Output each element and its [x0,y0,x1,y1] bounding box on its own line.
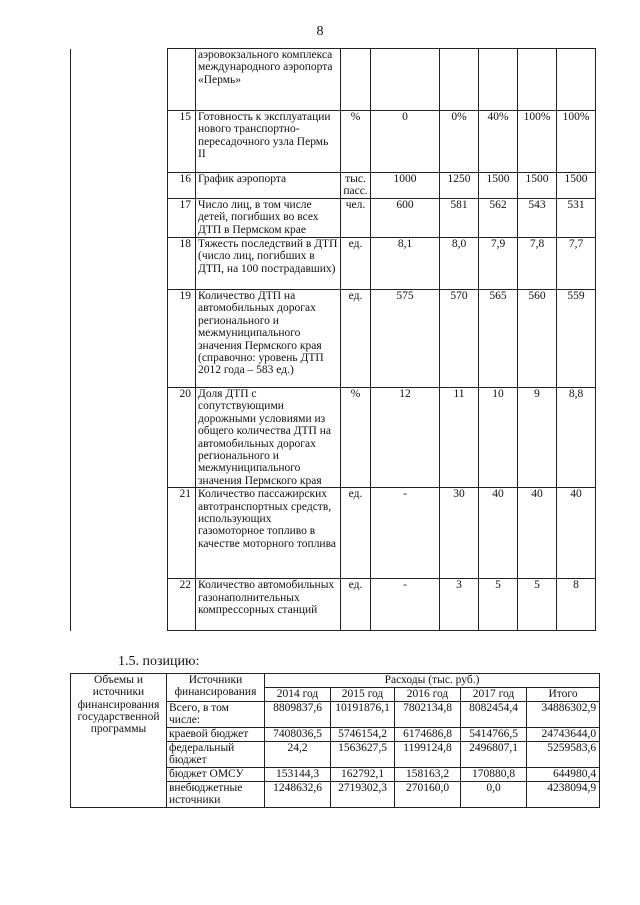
indicator-value [371,49,440,111]
indicator-value: 1500 [479,173,518,199]
indicator-value: 40 [479,488,518,579]
indicator-value: - [371,579,440,631]
finance-total: 5259583,6 [527,742,600,768]
indicator-value: 562 [479,199,518,238]
indicator-row [71,173,596,199]
indicator-value: 8,0 [440,238,479,290]
indicator-number: 22 [168,579,196,631]
indicator-blank-cell [71,111,168,173]
indicator-value: 531 [557,199,596,238]
indicator-unit: % [341,388,371,488]
indicator-value: 0% [440,111,479,173]
finance-value: 158163,2 [395,768,461,782]
indicator-unit: ед. [341,579,371,631]
indicator-value: 581 [440,199,479,238]
finance-value: 162792,1 [331,768,395,782]
indicator-value: 560 [518,290,557,388]
indicator-row [71,199,596,238]
indicator-value: 8 [557,579,596,631]
indicator-blank-cell [71,388,168,488]
indicator-value: 100% [518,111,557,173]
indicator-number: 16 [168,173,196,199]
finance-value: 2719302,3 [331,782,395,808]
indicator-row [71,579,596,631]
indicator-name: Количество автомобильных газонаполнительных компрессорных станций [196,579,341,631]
finance-expenses-header: Расходы (тыс. руб.) [265,674,600,688]
indicator-value: 3 [440,579,479,631]
indicator-value [479,49,518,111]
finance-value: 6174686,8 [395,728,461,742]
finance-value: 153144,3 [265,768,331,782]
finance-value: 10191876,1 [331,702,395,728]
finance-source: краевой бюджет [167,728,265,742]
finance-year-header: 2016 год [395,688,461,702]
finance-value: 170880,8 [461,768,527,782]
indicator-value: 575 [371,290,440,388]
indicator-unit: тыс. пасс. [341,173,371,199]
finance-year-header: 2014 год [265,688,331,702]
indicator-value: 40% [479,111,518,173]
indicator-unit [341,49,371,111]
indicator-name: Количество ДТП на автомобильных дорогах регионального и межмуниципального значения Пермского края (справочно: уровень ДТП 2012 года – 583 ед.) [196,290,341,388]
indicator-unit: % [341,111,371,173]
finance-value: 7802134,8 [395,702,461,728]
indicator-value [518,49,557,111]
finance-total: 24743644,0 [527,728,600,742]
finance-value: 8809837,6 [265,702,331,728]
indicator-number: 19 [168,290,196,388]
finance-value: 0,0 [461,782,527,808]
finance-value: 5414766,5 [461,728,527,742]
finance-source: внебюджетные источники [167,782,265,808]
indicator-value: 100% [557,111,596,173]
indicator-number: 15 [168,111,196,173]
finance-value: 5746154,2 [331,728,395,742]
finance-table [70,673,600,808]
finance-total: 34886302,9 [527,702,600,728]
indicator-name: Готовность к эксплуатации нового транспортно-пересадочного узла Пермь II [196,111,341,173]
finance-value: 1199124,8 [395,742,461,768]
indicator-name: Тяжесть последствий в ДТП (число лиц, погибших в ДТП, на 100 пострадавших) [196,238,341,290]
finance-total: 4238094,9 [527,782,600,808]
finance-value: 24,2 [265,742,331,768]
indicator-blank-cell [71,49,168,111]
indicator-unit: ед. [341,488,371,579]
finance-source: Всего, в том числе: [167,702,265,728]
indicator-row [71,49,596,111]
indicator-value [440,49,479,111]
indicator-value: 565 [479,290,518,388]
indicator-row [71,111,596,173]
indicator-row [71,290,596,388]
indicator-number: 17 [168,199,196,238]
finance-value: 8082454,4 [461,702,527,728]
indicator-unit: ед. [341,238,371,290]
indicator-number: 18 [168,238,196,290]
indicator-value: 9 [518,388,557,488]
indicators-table [70,48,596,631]
finance-year-header: Итого [527,688,600,702]
indicator-name: аэровокзального комплекса международного аэропорта «Пермь» [196,49,341,111]
indicator-blank-cell [71,173,168,199]
indicator-value: 1500 [518,173,557,199]
indicator-row [71,388,596,488]
indicator-name: График аэропорта [196,173,341,199]
indicator-value: 1500 [557,173,596,199]
finance-value: 270160,0 [395,782,461,808]
indicator-value: 8,8 [557,388,596,488]
finance-value: 7408036,5 [265,728,331,742]
indicator-value: 10 [479,388,518,488]
finance-program-header: Объемы и источники финансирования государственной программы [71,674,167,808]
indicator-value: 7,8 [518,238,557,290]
indicator-value: 5 [479,579,518,631]
indicator-value: 543 [518,199,557,238]
finance-year-header: 2017 год [461,688,527,702]
indicator-row [71,488,596,579]
indicator-name: Количество пассажирских автотранспортных средств, использующих газомоторное топливо в качестве моторного топлива [196,488,341,579]
indicator-value: 8,1 [371,238,440,290]
section-title: 1.5. позицию: [118,654,200,669]
finance-source: федеральный бюджет [167,742,265,768]
finance-year-header: 2015 год [331,688,395,702]
indicator-blank-cell [71,290,168,388]
indicator-name: Число лиц, в том числе детей, погибших во всех ДТП в Пермском крае [196,199,341,238]
indicator-unit: ед. [341,290,371,388]
page-number: 8 [316,24,324,39]
finance-value: 2496807,1 [461,742,527,768]
indicator-value: 559 [557,290,596,388]
finance-total: 644980,4 [527,768,600,782]
indicator-value: 1250 [440,173,479,199]
indicator-value: 600 [371,199,440,238]
indicator-unit: чел. [341,199,371,238]
indicator-row [71,238,596,290]
indicator-number: 21 [168,488,196,579]
indicator-value: 1000 [371,173,440,199]
indicator-value: 12 [371,388,440,488]
finance-value: 1248632,6 [265,782,331,808]
indicator-value: 5 [518,579,557,631]
indicator-blank-cell [71,238,168,290]
indicator-value: 7,9 [479,238,518,290]
indicator-blank-cell [71,488,168,579]
indicator-value [557,49,596,111]
indicator-value: 40 [518,488,557,579]
indicator-value: 7,7 [557,238,596,290]
indicator-number [168,49,196,111]
indicator-name: Доля ДТП с сопутствующими дорожными условиями из общего количества ДТП на автомобильных дорогах регионального и межмуниципального значения Пермского края [196,388,341,488]
indicator-value: 0 [371,111,440,173]
indicator-blank-cell [71,579,168,631]
indicator-value: 570 [440,290,479,388]
indicator-value: 40 [557,488,596,579]
indicator-value: - [371,488,440,579]
finance-source: бюджет ОМСУ [167,768,265,782]
indicator-blank-cell [71,199,168,238]
indicator-value: 30 [440,488,479,579]
indicator-number: 20 [168,388,196,488]
finance-sources-header: Источники финансирования [167,674,265,702]
finance-value: 1563627,5 [331,742,395,768]
indicator-value: 11 [440,388,479,488]
